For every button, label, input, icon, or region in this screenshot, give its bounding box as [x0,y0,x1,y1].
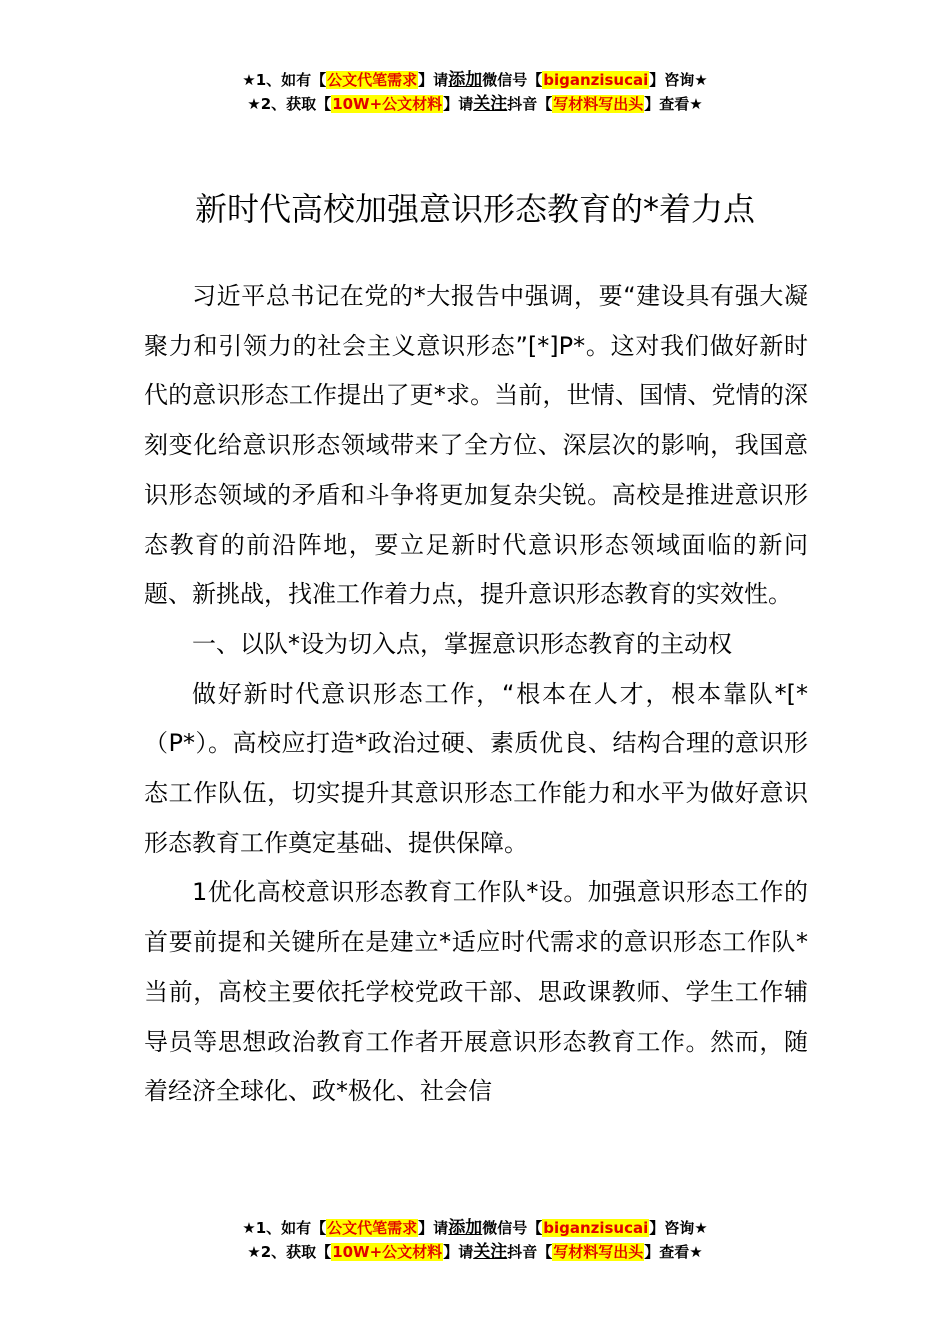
banner-line-1 [0,68,950,92]
banner-text: ★2、获取【 [247,95,332,113]
banner-text: 】请 [443,1243,474,1261]
section-heading: 一、以队*设为切入点，掌握意识形态教育的主动权 [192,629,732,658]
banner-line-1 [0,1216,950,1240]
banner-underlined: 关注 [473,94,508,114]
banner-text: 】请 [418,1219,449,1237]
banner-highlight: 10W+公文材料 [332,1243,443,1261]
banner-text: 】咨询★ [649,1219,708,1237]
banner-line-2 [0,1240,950,1264]
banner-text: 】查看★ [644,95,703,113]
document-body [144,272,808,1117]
paragraph-intro: 习近平总书记在党的*大报告中强调，要“建设具有强大凝聚力和引领力的社会主义意识形态”[*]P*。这对我们做好新时代的意识形态工作提出了更*求。当前，世情、国情、党情的深刻变化给意识形态领域带来了全方位、深层次的影响，我国意识形态领域的矛盾和斗争将更加复杂尖锐。高校是推进意识形态教育的前沿阵地，要立足新时代意识形态领域面临的新问题、新挑战，找准工作着力点，提升意识形态教育的实效性。 [144,282,808,609]
header-banner [0,68,950,116]
banner-underlined: 关注 [473,1242,508,1262]
banner-text: 】咨询★ [649,71,708,89]
banner-text: ★2、获取【 [247,1243,332,1261]
banner-text: 】查看★ [644,1243,703,1261]
banner-highlight: 公文代笔需求 [327,1219,418,1237]
banner-highlight: biganzisucai [543,71,649,89]
banner-highlight: 公文代笔需求 [327,71,418,89]
banner-text: 】请 [418,71,449,89]
banner-text: 抖音【 [507,95,553,113]
banner-text: 抖音【 [507,1243,553,1261]
banner-underlined: 添加 [448,1218,483,1238]
banner-text: 】请 [443,95,474,113]
banner-text: 微信号【 [482,1219,543,1237]
banner-text: ★1、如有【 [242,1219,327,1237]
banner-text: ★1、如有【 [242,71,327,89]
banner-text: 微信号【 [482,71,543,89]
paragraph: 1优化高校意识形态教育工作队*设。加强意识形态工作的首要前提和关键所在是建立*适应时代需求的意识形态工作队*当前，高校主要依托学校党政干部、思政课教师、学生工作辅导员等思想政治教育工作者开展意识形态教育工作。然而，随着经济全球化、政*极化、社会信 [144,878,808,1106]
footer-banner [0,1216,950,1264]
paragraph: 做好新时代意识形态工作，“根本在人才，根本靠队*[*（P*）。高校应打造*政治过硬、素质优良、结构合理的意识形态工作队伍，切实提升其意识形态工作能力和水平为做好意识形态教育工作奠定基础、提供保障。 [144,679,808,857]
banner-highlight: 写材料写出头 [553,95,644,113]
banner-highlight: 10W+公文材料 [332,95,443,113]
banner-line-2 [0,92,950,116]
banner-underlined: 添加 [448,70,483,90]
document-title: 新时代高校加强意识形态教育的*着力点 [194,190,755,229]
banner-highlight: 写材料写出头 [553,1243,644,1261]
banner-highlight: biganzisucai [543,1219,649,1237]
